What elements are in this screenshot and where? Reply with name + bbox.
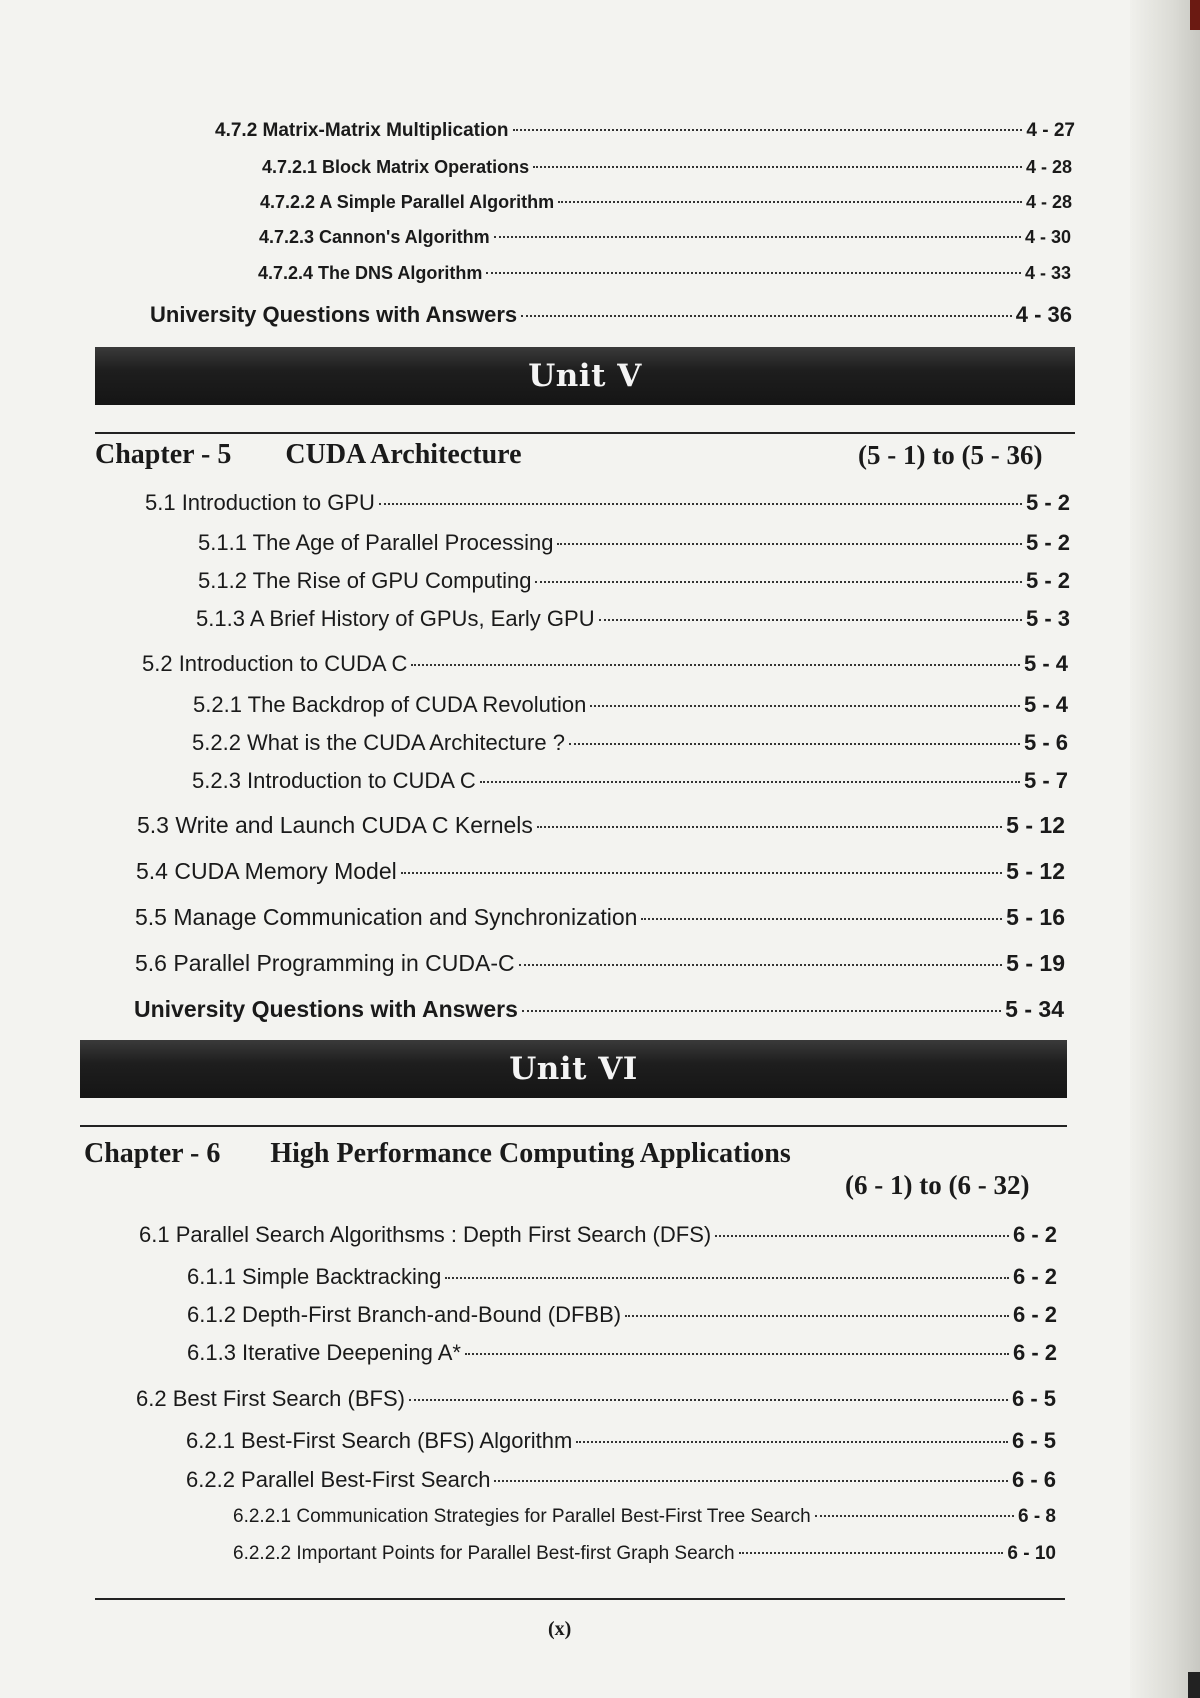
toc-entry-title: 5.1 Introduction to GPU xyxy=(145,490,375,515)
toc-entry-page: 5 - 19 xyxy=(1006,950,1065,976)
dot-leader xyxy=(569,743,1020,745)
toc-entry xyxy=(187,1302,1057,1328)
toc-entry-page: 5 - 4 xyxy=(1023,692,1068,717)
toc-entry xyxy=(142,651,1068,677)
dot-leader xyxy=(401,872,1002,874)
toc-entry xyxy=(135,950,1065,977)
dot-leader xyxy=(411,664,1020,666)
toc-entry-page: 4 - 27 xyxy=(1026,120,1075,141)
toc-entry-title: 5.5 Manage Communication and Synchronization xyxy=(135,904,638,930)
toc-entry-title: 4.7.2.1 Block Matrix Operations xyxy=(262,157,530,177)
dot-leader xyxy=(486,272,1021,274)
toc-entry-title: 5.2.3 Introduction to CUDA C xyxy=(192,768,476,793)
toc-entry-title: 5.1.1 The Age of Parallel Processing xyxy=(198,530,554,555)
chapter-label: Chapter - 6 xyxy=(84,1138,221,1169)
toc-entry xyxy=(136,1386,1056,1412)
toc-entry-page: 6 - 8 xyxy=(1017,1506,1056,1527)
dot-leader xyxy=(558,201,1022,203)
chapter-page-range: (5 - 1) to (5 - 36) xyxy=(858,440,1043,470)
dot-leader xyxy=(557,543,1021,545)
dot-leader xyxy=(519,964,1003,966)
section-rule xyxy=(80,1125,1067,1127)
dot-leader xyxy=(537,826,1002,828)
dot-leader xyxy=(576,1441,1008,1443)
chapter-page-range: (6 - 1) to (6 - 32) xyxy=(845,1170,1030,1200)
toc-entry xyxy=(258,263,1071,284)
dot-leader xyxy=(599,619,1022,621)
dot-leader xyxy=(715,1235,1009,1237)
toc-entry xyxy=(145,490,1070,516)
dot-leader xyxy=(625,1315,1009,1317)
toc-entry-title: 5.2 Introduction to CUDA C xyxy=(142,651,408,676)
toc-entry xyxy=(186,1428,1056,1454)
toc-entry xyxy=(215,120,1075,142)
dot-leader xyxy=(535,581,1022,583)
toc-entry xyxy=(150,302,1072,328)
toc-entry xyxy=(137,812,1065,839)
toc-entry xyxy=(233,1506,1056,1528)
toc-entry xyxy=(192,768,1068,794)
toc-entry-page: 5 - 12 xyxy=(1006,858,1065,884)
toc-entry xyxy=(198,530,1070,556)
dot-leader xyxy=(815,1515,1014,1517)
toc-entry-page: 6 - 5 xyxy=(1011,1386,1056,1411)
dot-leader xyxy=(533,166,1022,168)
toc-entry-page: 5 - 7 xyxy=(1023,768,1068,793)
toc-entry-page: 5 - 2 xyxy=(1025,568,1070,593)
toc-entry-title: 5.2.2 What is the CUDA Architecture ? xyxy=(192,730,565,755)
toc-entry xyxy=(262,157,1072,178)
toc-entry-title: 5.3 Write and Launch CUDA C Kernels xyxy=(137,812,533,838)
toc-entry-title: 6.2.2.2 Important Points for Parallel Best-first Graph Search xyxy=(233,1543,735,1564)
toc-entry xyxy=(259,227,1071,248)
page-number: (x) xyxy=(548,1618,572,1640)
toc-entry-page: 4 - 28 xyxy=(1025,192,1072,212)
dot-leader xyxy=(494,1480,1008,1482)
chapter-heading xyxy=(84,1138,791,1170)
toc-entry xyxy=(136,858,1065,885)
toc-entry xyxy=(134,996,1064,1023)
dot-leader xyxy=(379,503,1022,505)
toc-entry-page: 4 - 30 xyxy=(1024,227,1071,247)
dot-leader xyxy=(480,781,1020,783)
toc-entry-page: 5 - 3 xyxy=(1025,606,1070,631)
toc-entry-page: 5 - 12 xyxy=(1006,812,1065,838)
toc-entry-page: 6 - 2 xyxy=(1012,1264,1057,1289)
toc-entry-title: 6.1.2 Depth-First Branch-and-Bound (DFBB) xyxy=(187,1302,622,1327)
toc-entry xyxy=(260,192,1072,213)
toc-entry-title: 4.7.2 Matrix-Matrix Multiplication xyxy=(215,120,509,141)
dot-leader xyxy=(494,236,1021,238)
toc-entry xyxy=(196,606,1070,632)
toc-entry-page: 5 - 6 xyxy=(1023,730,1068,755)
toc-entry xyxy=(187,1264,1057,1290)
toc-entry-title: 5.1.2 The Rise of GPU Computing xyxy=(198,568,532,593)
toc-entry-page: 4 - 36 xyxy=(1015,302,1072,327)
toc-entry-page: 5 - 4 xyxy=(1023,651,1068,676)
toc-entry-title: 6.2.2 Parallel Best-First Search xyxy=(186,1467,491,1492)
dot-leader xyxy=(513,129,1023,131)
toc-entry-title: 4.7.2.3 Cannon's Algorithm xyxy=(259,227,490,247)
toc-entry-title: 6.1.1 Simple Backtracking xyxy=(187,1264,442,1289)
toc-entry xyxy=(187,1340,1057,1366)
toc-entry xyxy=(139,1222,1057,1248)
toc-entry-page: 6 - 2 xyxy=(1012,1222,1057,1247)
page-edge-shadow xyxy=(1130,0,1200,1698)
toc-entry-title: 6.2.2.1 Communication Strategies for Parallel Best-First Tree Search xyxy=(233,1506,811,1527)
toc-entry-page: 5 - 34 xyxy=(1005,996,1064,1022)
toc-entry-title: 6.1 Parallel Search Algorithsms : Depth First Search (DFS) xyxy=(139,1222,712,1247)
toc-entry-page: 5 - 16 xyxy=(1006,904,1065,930)
dot-leader xyxy=(409,1399,1008,1401)
dot-leader xyxy=(641,918,1002,920)
toc-entry-title: 6.1.3 Iterative Deepening A* xyxy=(187,1340,461,1365)
chapter-heading xyxy=(95,439,522,471)
binding-corner xyxy=(1190,0,1200,30)
section-rule xyxy=(95,432,1075,434)
chapter-label: Chapter - 5 xyxy=(95,439,232,470)
unit-banner: Unit V xyxy=(95,347,1075,405)
dot-leader xyxy=(521,315,1012,317)
toc-entry-page: 4 - 28 xyxy=(1025,157,1072,177)
toc-entry-page: 6 - 2 xyxy=(1012,1302,1057,1327)
toc-entry xyxy=(233,1543,1056,1565)
toc-entry-page: 5 - 2 xyxy=(1025,530,1070,555)
toc-entry xyxy=(135,904,1065,931)
dot-leader xyxy=(739,1552,1004,1554)
toc-entry-title: 5.4 CUDA Memory Model xyxy=(136,858,397,884)
toc-entry-title: 6.2.1 Best-First Search (BFS) Algorithm xyxy=(186,1428,573,1453)
toc-entry xyxy=(198,568,1070,594)
dot-leader xyxy=(465,1353,1009,1355)
dot-leader xyxy=(590,705,1020,707)
toc-entry-title: 5.6 Parallel Programming in CUDA-C xyxy=(135,950,515,976)
toc-entry-title: University Questions with Answers xyxy=(150,302,518,327)
toc-entry-page: 6 - 5 xyxy=(1011,1428,1056,1453)
toc-entry-title: 5.2.1 The Backdrop of CUDA Revolution xyxy=(193,692,587,717)
toc-entry xyxy=(193,692,1068,718)
dot-leader xyxy=(522,1010,1001,1012)
toc-entry-title: University Questions with Answers xyxy=(134,996,518,1022)
toc-entry-page: 6 - 10 xyxy=(1007,1543,1056,1564)
toc-entry xyxy=(186,1467,1056,1493)
toc-entry-title: 4.7.2.2 A Simple Parallel Algorithm xyxy=(260,192,555,212)
binding-corner-bottom xyxy=(1188,1672,1200,1698)
toc-entry-title: 5.1.3 A Brief History of GPUs, Early GPU xyxy=(196,606,595,631)
toc-entry-page: 5 - 2 xyxy=(1025,490,1070,515)
toc-entry-page: 4 - 33 xyxy=(1024,263,1071,283)
toc-entry-page: 6 - 2 xyxy=(1012,1340,1057,1365)
toc-entry-page: 6 - 6 xyxy=(1011,1467,1056,1492)
chapter-title: CUDA Architecture xyxy=(285,439,522,470)
unit-banner: Unit VI xyxy=(80,1040,1067,1098)
footer-rule xyxy=(95,1598,1065,1600)
toc-entry-title: 4.7.2.4 The DNS Algorithm xyxy=(258,263,483,283)
dot-leader xyxy=(445,1277,1009,1279)
chapter-title: High Performance Computing Applications xyxy=(270,1138,791,1169)
toc-entry xyxy=(192,730,1068,756)
toc-entry-title: 6.2 Best First Search (BFS) xyxy=(136,1386,405,1411)
